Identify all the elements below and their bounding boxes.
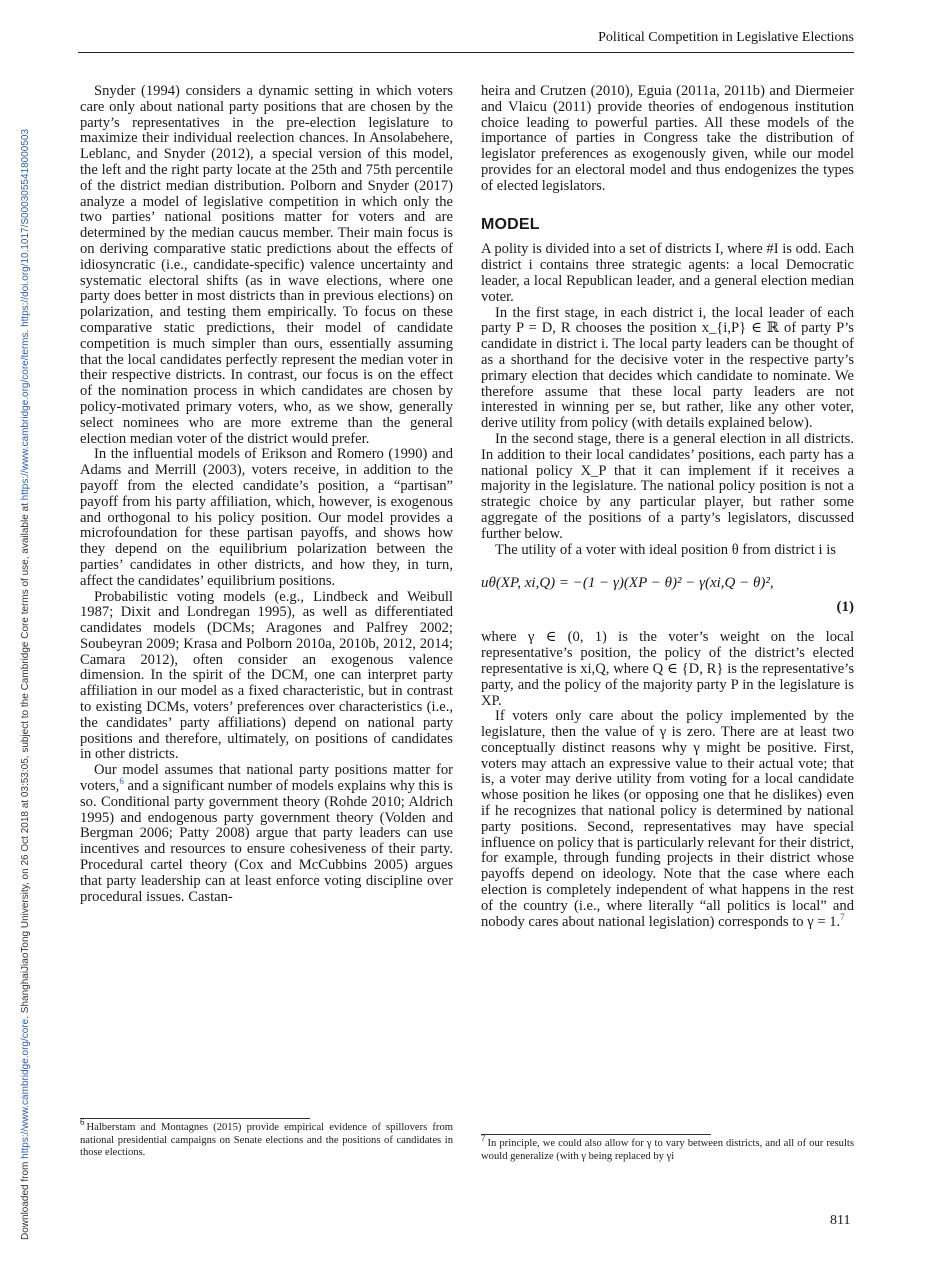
paragraph — [481, 709, 854, 930]
paragraph-text: and a significant number of models explains why this is so. Conditional party government theory (Rohde 2010; Aldrich 1995) and endogenous party government theory (Volden and Bergman 2006; Patty 2008) argue that party leaders can use incentives and resources to ensure cohesiveness of their party. Procedural cartel theory (Cox and McCubbins 2005) argues that party leadership can at least enforce voting discipline over procedural issues. Castan- — [80, 778, 453, 905]
equation-expression: uθ(XP, xi,Q) = −(1 − γ)(XP − θ)² − γ(xi,Q − θ)², — [481, 575, 774, 592]
right-column — [481, 84, 854, 930]
download-notice-prefix: Downloaded from — [20, 1158, 31, 1240]
paragraph: Snyder (1994) considers a dynamic setting in which voters care only about national party positions that are chosen by the party’s representatives in the pre-election legislature to maximize their individual reelection chances. In Ansolabehere, Leblanc, and Snyder (2012), a special version of this model, the left and the right party locate at the 25th and 75th percentile of the district median distribution. Polborn and Snyder (2017) analyze a model of legislative competition in which only the two parties’ national positions matter for voters and are determined by the median caucus member. Their main focus is on deriving comparative static predictions about the effects of idiosyncratic (i.e., candidate-specific) valence uncertainty and systematic electoral shifts (as in wave elections, where one party does better in most districts than in previous elections) on polarization, and testing them empirically. To focus on these comparative static predictions, their model of candidate competition is much simpler than ours, essentially assuming that the local candidates perfectly represent the median voter in their respective districts. In contrast, our focus is on the effect of the nomination process in which candidates are chosen by policy-motivated primary voters, who, as we show, generally select nominees who are more extreme than the general election median voter of the district would prefer. — [80, 83, 453, 447]
paragraph: The utility of a voter with ideal position θ from district i is — [495, 541, 836, 558]
equation-1 — [481, 566, 854, 624]
paragraph-text: Our model assumes that national party positions matter for voters, — [80, 762, 453, 795]
paragraph: Probabilistic voting models (e.g., Lindbeck and Weibull 1987; Dixit and Londregan 1995), as well as differentiated candidates models (DCMs; Aragones and Palfrey 2002; Soubeyran 2009; Krasa and Polborn 2010a, 2010b, 2012, 2014; Camara 2012), often consider an exogenous valence dimension. In the spirit of the DCM, one can interpret party affiliation in our model as a fixed characteristic, but in contrast to existing DCMs, voters’ preferences over characteristics (i.e., the candidates’ party affiliations) depend on national party positions and therefore, ultimately, on positions of candidates in other districts. — [80, 588, 453, 763]
paragraph: In the second stage, there is a general election in all districts. In addition to their local candidates’ positions, each party has a national policy X_P that it can implement if it receives a majority in the legislature. The national policy position is not a strategic choice by any particular player, but rather some aggregate of the positions of a party’s legislators, discussed further below. — [481, 430, 854, 542]
paragraph — [80, 763, 453, 905]
footnote-text: Halberstam and Montagnes (2015) provide empirical evidence of spillovers from national presidential campaigns on Senate elections and the positions of candidates in those elections. — [80, 1122, 453, 1159]
cambridge-core-link[interactable]: https://www.cambridge.org/core — [20, 1018, 31, 1159]
footnote-7 — [481, 1133, 854, 1163]
doi-link[interactable]: https://doi.org/10.1017/S0003055418000503 — [20, 128, 31, 327]
page-number: 811 — [830, 1213, 851, 1228]
paragraph: A polity is divided into a set of districts I, where #I is odd. Each district i contains three strategic agents: a local Democratic leader, a local Republican leader, and a general election median voter. — [481, 241, 854, 305]
paragraph: where γ ∈ (0, 1) is the voter’s weight on the local representative’s position, the policy of the district’s elected representative is xi,Q, where Q ∈ {D, R} is the representative’s party, and the policy of the majority party P in the legislature is XP. — [481, 629, 854, 709]
footnote-ref-7[interactable]: 7 — [840, 911, 845, 922]
download-notice-sep: . — [20, 326, 31, 333]
paragraph: heira and Crutzen (2010), Eguia (2011a, 2011b) and Diermeier and Vlaicu (2011) provide theories of endogenous institution choice leading to powerful parties. All these models of the importance of parties in Congress take the distribution of legislator preferences as exogenously given, while our model provides for an electoral model and thus endogenizes the types of elected legislators. — [481, 83, 854, 194]
footnote-ref-6[interactable]: 6 — [119, 776, 124, 787]
footnote-mark: 7 — [481, 1133, 486, 1144]
footnote-rule — [481, 1134, 711, 1135]
paragraph: In the first stage, in each district i, the local leader of each party P = D, R chooses the position x_{i,P} ∈ ℝ of party P’s candidate in district i. The local party leaders can be thought of as a shorthand for the decisive voter in the respective party’s primary election that decides which candidate to nominate. We therefore assume that these local party leaders are not interested in winning per se, but rather, like any other voter, derive utility from policy (with details explained below). — [481, 304, 854, 432]
footnote-text: In principle, we could also allow for γ to vary between districts, and all of our results would generalize (with γ being replaced by γi — [481, 1138, 854, 1162]
section-heading: MODEL — [481, 215, 540, 233]
footnote-6 — [80, 1117, 453, 1160]
footnote-mark: 6 — [80, 1117, 85, 1128]
terms-link[interactable]: https://www.cambridge.org/core/terms — [20, 332, 31, 501]
header-rule — [78, 52, 854, 53]
equation-number: (1) — [836, 599, 854, 616]
download-notice — [0, 0, 31, 1267]
left-column — [80, 84, 453, 905]
paragraph: In the influential models of Erikson and Romero (1990) and Adams and Merrill (2003), voters receive, in addition to the payoff from the elected candidate’s position, a “partisan” payoff from his party affiliation, which, however, is exogenous and orthogonal to his policy position. Our model provides a microfoundation for these partisan payoffs, and shows how they depend on the equilibrium polarization between the parties’ candidates in other districts, and how they, in turn, affect the candidates’ equilibrium positions. — [80, 446, 453, 589]
download-notice-middle: . ShanghaiJiaoTong University, on 26 Oct 2018 at 03:53:05, subject to the Cambridge Core terms of use, available at — [20, 500, 31, 1019]
footnote-rule — [80, 1118, 310, 1119]
paragraph-text: If voters only care about the policy implemented by the legislature, then the value of γ is zero. There are at least two conceptually distinct reasons why γ might be positive. First, voters may attach an expressive value to their actual vote; that is, a voter may derive utility from voting for a local candidate whose position he likes (or opposing one that he dislikes) even if he recognizes that national policy is determined by national party positions. Second, representatives may have special influence on policy that is particularly relevant for their district, for example, through funding projects in their district whose payoffs depend on ideology. Note that the case where each election is completely independent of what happens in the rest of the country (i.e., where literally “all politics is local” and nobody cares about national legislation) corresponds to γ = 1. — [481, 708, 854, 930]
running-head: Political Competition in Legislative Elections — [598, 30, 854, 45]
